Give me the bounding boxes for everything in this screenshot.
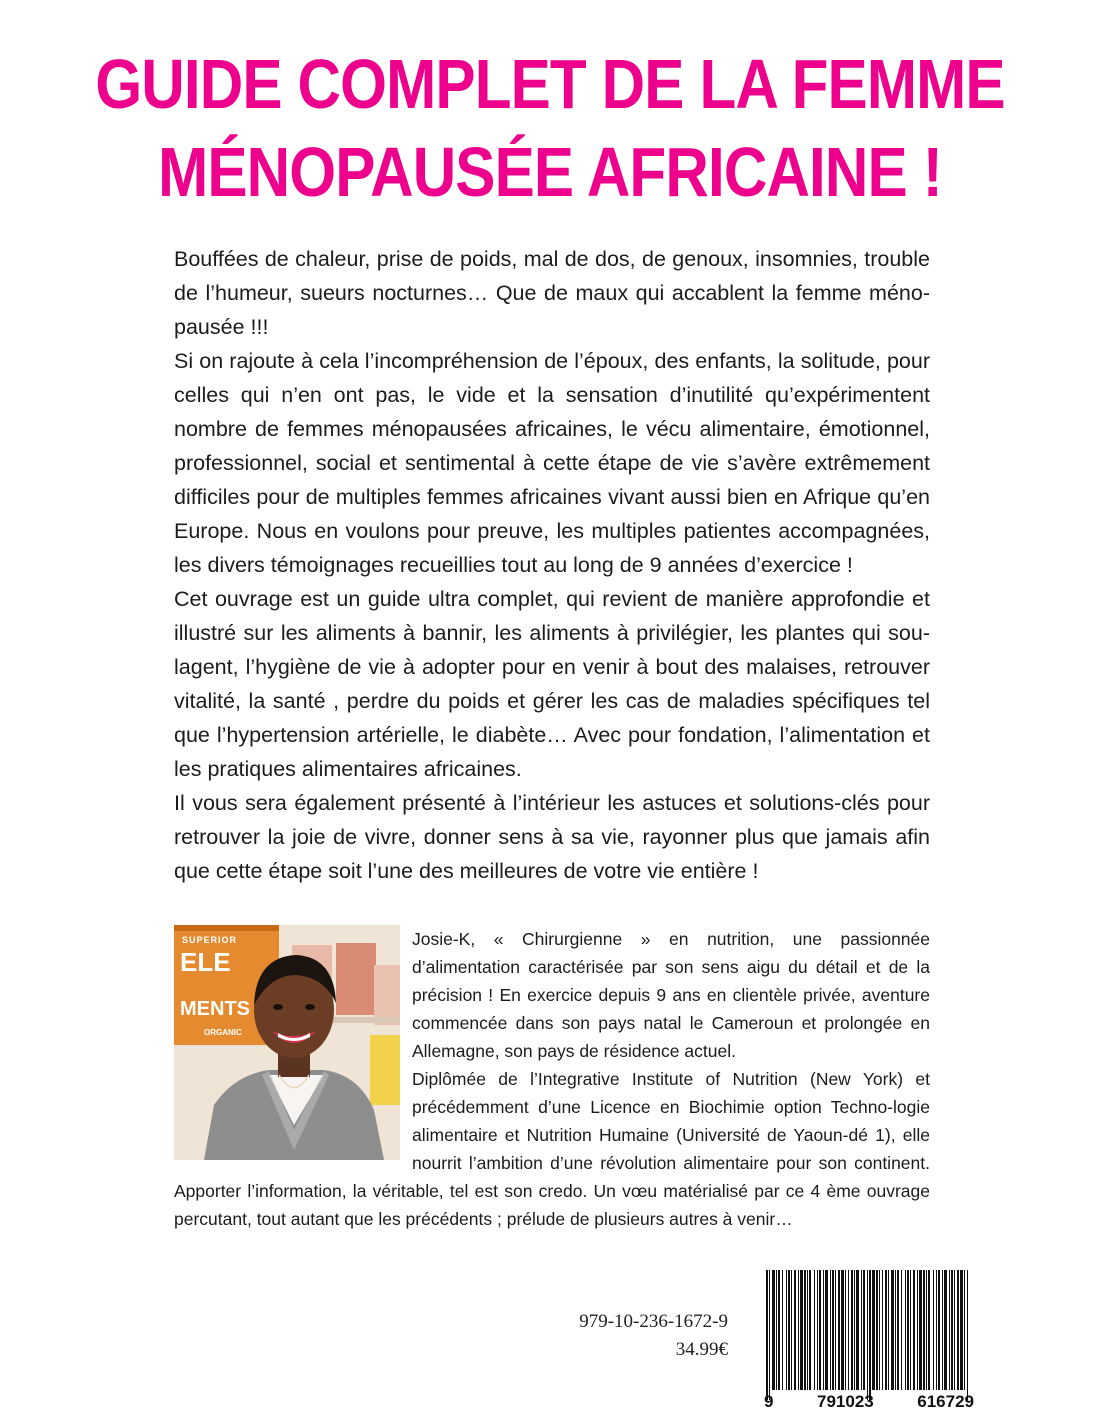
barcode-digit-group-1: 9 — [764, 1392, 774, 1411]
barcode-bar — [766, 1270, 768, 1400]
barcode-bar — [933, 1270, 934, 1390]
barcode-bar — [967, 1270, 968, 1400]
barcode-digit-group-3: 616729 — [917, 1392, 974, 1411]
barcode-bar — [835, 1270, 836, 1390]
barcode-bar — [869, 1270, 871, 1400]
barcode-bar — [804, 1270, 806, 1390]
book-title-line-1: GUIDE COMPLET DE LA FEMME — [95, 45, 1005, 123]
back-cover-blurb — [174, 242, 930, 888]
barcode-bar — [913, 1270, 915, 1390]
barcode-bar — [957, 1270, 959, 1390]
barcode-bar — [960, 1270, 963, 1390]
barcode-bar — [861, 1270, 862, 1390]
barcode-bar — [791, 1270, 792, 1390]
barcode-bar — [841, 1270, 844, 1390]
barcode-bar — [907, 1270, 909, 1390]
book-title — [77, 40, 1023, 216]
barcode-bar — [848, 1270, 849, 1390]
barcode-bar — [895, 1270, 896, 1390]
barcode-bar — [830, 1270, 831, 1390]
barcode-bar — [938, 1270, 940, 1390]
barcode-bar — [786, 1270, 787, 1390]
barcode-bar — [863, 1270, 865, 1390]
barcode-bar — [872, 1270, 875, 1390]
photo-sign-text-4: ORGANIC — [204, 1028, 242, 1037]
barcode-bar — [769, 1270, 770, 1400]
barcode-bar — [964, 1270, 965, 1390]
barcode-bar — [954, 1270, 955, 1390]
barcode-digit-group-2: 791023 — [817, 1392, 874, 1411]
barcode-bar — [885, 1270, 887, 1390]
blurb-paragraph-1: Bouffées de chaleur, prise de poids, mal de dos, de genoux, insomnies, trouble de l’humeur, sueurs nocturnes… Que de maux qui accablent la femme méno-pausée !!! — [174, 247, 930, 339]
barcode-bar — [876, 1270, 878, 1390]
blurb-paragraph-2: Si on rajoute à cela l’incompréhension de l’époux, des enfants, la solitude, pour celles qui n’en ont pas, le vide et la sensation d’inutilité qu’expérimentent nombre de femmes ménopausées africaines, le vécu alimentaire, émotionnel, professionnel, social et sentimental à cette étape de vie s’avère extrêmement difficiles pour de multiples femmes africaines vivant aussi bien en Afrique qu’en Europe. Nous en voulons pour preuve, les multiples patientes accompagnées, les divers témoignages recueillies tout au long de 9 années d’exercice ! — [174, 349, 930, 577]
barcode-digits — [764, 1392, 974, 1412]
barcode-bar — [772, 1270, 775, 1390]
price: 34.99€ — [675, 1339, 728, 1360]
barcode-bar — [936, 1270, 937, 1390]
blurb-paragraph-4: Il vous sera également présenté à l’intérieur les astuces et solutions-clés pour retrouver la joie de vivre, donner sens à sa vie, rayonner plus que jamais afin que cette étape soit l’une des meilleures de votre vie entière ! — [174, 791, 930, 883]
barcode-bar — [897, 1270, 899, 1390]
barcode-bar — [851, 1270, 853, 1390]
barcode-bar — [782, 1270, 783, 1390]
barcode-bar — [888, 1270, 889, 1390]
barcode-bar — [776, 1270, 777, 1390]
barcode-bar — [823, 1270, 824, 1390]
barcode-bar — [926, 1270, 927, 1390]
barcode-bar — [832, 1270, 834, 1390]
barcode-bar — [778, 1270, 780, 1390]
barcode-bar — [814, 1270, 815, 1390]
barcode-bar — [919, 1270, 922, 1390]
barcode-bar — [817, 1270, 818, 1390]
barcode-bar — [942, 1270, 943, 1390]
barcode-bar — [798, 1270, 799, 1390]
barcode-bar — [949, 1270, 950, 1390]
barcode-bar — [901, 1270, 902, 1390]
barcode-bar — [905, 1270, 906, 1390]
photo-sign-text-1: SUPERIOR — [182, 935, 238, 945]
barcode-bar — [879, 1270, 880, 1390]
barcode-bar — [809, 1270, 811, 1390]
barcode-bar — [928, 1270, 930, 1390]
barcode-bar — [845, 1270, 846, 1390]
photo-sign-text-3: MENTS — [180, 998, 250, 1020]
isbn-price-block — [550, 1308, 728, 1364]
author-bio-paragraph-1: Josie-K, « Chirurgienne » en nutrition, une passionnée d’alimentation caractérisée par son sens aigu du détail et de la précision ! En exercice depuis 9 ans en clientèle privée, aventure commencée dans son pays natal le Cameroun et prolongée en Allemagne, son pays de résidence actuel. — [412, 929, 930, 1061]
author-bio — [174, 925, 930, 1233]
blurb-paragraph-3: Cet ouvrage est un guide ultra complet, qui revient de manière approfondie et illustré sur les aliments à bannir, les aliments à privilégier, les plantes qui sou-lagent, l’hygiène de vie à adopter pour en venir à bout des malaises, retrouver vitalité, la santé , perdre du poids et gérer les cas de maladies spécifiques tel que l’hypertension artérielle, le diabète… Avec pour fondation, l’alimentation et les pratiques alimentaires africaines. — [174, 587, 930, 781]
barcode-bar — [854, 1270, 855, 1390]
barcode-bar — [891, 1270, 894, 1390]
barcode-bar — [856, 1270, 859, 1390]
barcode-bar — [910, 1270, 911, 1390]
barcode-bar — [838, 1270, 840, 1390]
barcode-bar — [825, 1270, 828, 1390]
isbn-number: 979-10-236-1672-9 — [579, 1311, 728, 1332]
barcode-bar — [882, 1270, 883, 1390]
author-bio-paragraph-2: Diplômée de l’Integrative Institute of Nutrition (New York) et précédemment d’une Licence en Biochimie option Techno-logie alimentaire et Nutrition Humaine (Université de Yaoun-dé 1), elle nourrit l’ambition d’une révolution alimentaire pour son continent. Apporter l’information, la véritable, tel est son credo. Un vœu matérialisé par ce 4 ème ouvrage percutant, tout autant que les précédents ; prélude de plusieurs autres à venir… — [174, 1069, 930, 1229]
barcode-bar — [800, 1270, 803, 1390]
book-title-line-2: MÉNOPAUSÉE AFRICAINE ! — [158, 133, 942, 211]
barcode-bar — [917, 1270, 918, 1390]
barcode-bar — [867, 1270, 868, 1400]
barcode-bar — [923, 1270, 925, 1390]
photo-sign-text-2: ELE — [180, 947, 231, 977]
barcode-bar — [944, 1270, 947, 1390]
barcode-bar — [794, 1270, 796, 1390]
isbn-barcode — [764, 1270, 974, 1400]
barcode-bar — [807, 1270, 808, 1390]
barcode-bar — [788, 1270, 790, 1390]
barcode-bar — [951, 1270, 953, 1390]
author-photo-spacer — [174, 925, 412, 1153]
barcode-bar — [819, 1270, 821, 1390]
